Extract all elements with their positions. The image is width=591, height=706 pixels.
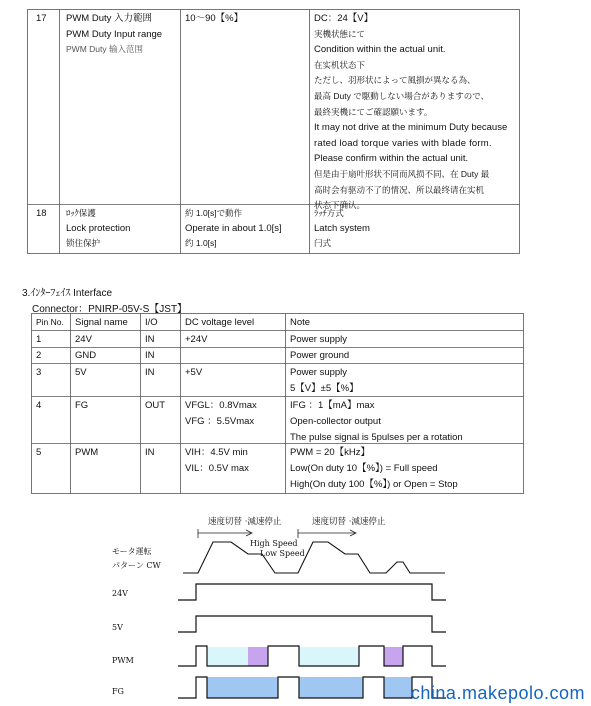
pin5-voltage-high: VIH：4.5V min bbox=[185, 447, 248, 458]
pin4-voltage-high: VFG ：5.5Vmax bbox=[185, 416, 255, 427]
pin5-voltage-low: VIL：0.5V max bbox=[185, 463, 249, 474]
remark-line: 状态下确认。 bbox=[314, 200, 366, 211]
label-24v: 24V bbox=[112, 589, 128, 598]
row17-item-ja: PWM Duty 入力範囲 bbox=[66, 13, 153, 24]
connector-label: Connector：PNIRP-05V-S【JST】 bbox=[32, 304, 188, 315]
label-5v: 5V bbox=[112, 623, 123, 632]
remark-line: It may not drive at the minimum Duty because bbox=[314, 122, 508, 134]
pin4-note: IFG ：1【mA】max bbox=[290, 400, 375, 411]
pin2-note: Power ground bbox=[290, 350, 350, 361]
pin5-note: High(On duty 100【%】) or Open = Stop bbox=[290, 479, 458, 490]
pin2-no: 2 bbox=[36, 350, 42, 361]
col-header-signal: Signal name bbox=[75, 317, 128, 328]
fg-fill-2 bbox=[299, 677, 363, 698]
row18-no: 18 bbox=[36, 208, 47, 219]
col-header-io: I/O bbox=[145, 317, 158, 328]
remark-line: DC：24【V】 bbox=[314, 13, 374, 24]
remark-line: 最高 Duty で駆動しない場合がありますので、 bbox=[314, 90, 490, 101]
col-header-note: Note bbox=[290, 317, 311, 328]
row17-no: 17 bbox=[36, 13, 47, 24]
pin4-voltage-low: VFGL：0.8Vmax bbox=[185, 400, 257, 411]
row18-spec-zh: 约 1.0[s] bbox=[185, 238, 217, 248]
remark-line: Condition within the actual unit. bbox=[314, 44, 446, 56]
pin3-note: Power supply bbox=[290, 367, 348, 378]
row17-spec: 10～90【%】 bbox=[185, 13, 244, 24]
label-fg: FG bbox=[112, 687, 124, 696]
remark-line: 高时会有驱动不了的情况、所以最终请在实机 bbox=[314, 184, 485, 195]
pin1-voltage: +24V bbox=[185, 334, 208, 345]
pwm-fill-cyan-1 bbox=[207, 647, 248, 666]
motor-pattern-label: モータ運転 bbox=[112, 547, 152, 556]
row17-item-zh: PWM Duty 输入范围 bbox=[66, 44, 143, 54]
pin3-signal: 5V bbox=[75, 367, 87, 378]
pwm-fill-violet-1 bbox=[248, 647, 268, 666]
high-speed-label: High Speed bbox=[250, 539, 298, 548]
phase-label-2: 速度切替 ·減速停止 bbox=[312, 517, 386, 527]
timing-diagram bbox=[0, 496, 591, 706]
row17-remark bbox=[314, 11, 507, 214]
pin4-signal: FG bbox=[75, 400, 89, 411]
pin3-no: 3 bbox=[36, 367, 42, 378]
fg-fill-3 bbox=[384, 677, 412, 698]
remark-line: 最終実機にてご確認願います。 bbox=[314, 106, 433, 117]
remark-line: 但是由于扇叶形状不同而风损不同、在 Duty 最 bbox=[314, 168, 490, 179]
label-pwm: PWM bbox=[112, 656, 134, 665]
phase-label-1: 速度切替 ·減速停止 bbox=[208, 517, 282, 527]
col-header-voltage: DC voltage level bbox=[185, 317, 255, 328]
fg-fill-1 bbox=[207, 677, 278, 698]
pin4-no: 4 bbox=[36, 400, 42, 411]
phase-brackets bbox=[198, 529, 356, 538]
pin2-io: IN bbox=[145, 350, 155, 361]
pin5-no: 5 bbox=[36, 447, 42, 458]
pin3-note-tolerance: 5【V】±5【%】 bbox=[290, 383, 359, 394]
remark-line: 在实机状态下 bbox=[314, 59, 366, 70]
row18-remark-zh: 闩式 bbox=[314, 238, 332, 248]
pin1-signal: 24V bbox=[75, 334, 92, 345]
row18-spec-en: Operate in about 1.0[s] bbox=[185, 223, 282, 234]
pin4-io: OUT bbox=[145, 400, 166, 411]
row18-remark-en: Latch system bbox=[314, 223, 370, 234]
low-speed-label: Low Speed bbox=[260, 549, 305, 558]
remark-line: Please confirm within the actual unit. bbox=[314, 153, 469, 165]
watermark: china.makepolo.com bbox=[410, 683, 585, 703]
pwm-fill-violet-2 bbox=[384, 647, 403, 666]
pin1-note: Power supply bbox=[290, 334, 348, 345]
remark-line: rated load torque varies with blade form. bbox=[314, 137, 492, 149]
motor-pattern-label-2: パターン CW bbox=[112, 561, 161, 570]
row18-item-zh: 锁住保护 bbox=[66, 238, 101, 248]
interface-title: 3.ｲﾝﾀｰﾌｪｲｽ Interface bbox=[22, 288, 113, 299]
pin5-note: Low(On duty 10【%】) = Full speed bbox=[290, 463, 438, 474]
pin5-io: IN bbox=[145, 447, 155, 458]
pin1-no: 1 bbox=[36, 334, 42, 345]
col-header-pin: Pin No. bbox=[36, 317, 64, 327]
pin5-signal: PWM bbox=[75, 447, 99, 458]
waveform-5v bbox=[178, 616, 446, 632]
remark-line: ただし、羽形状によって風損が異なる為、 bbox=[314, 75, 476, 86]
row18-item-ja: ﾛｯｸ保護 bbox=[66, 208, 96, 218]
pin1-io: IN bbox=[145, 334, 155, 345]
motor-speed-waveform bbox=[183, 542, 445, 573]
pin4-note: Open-collector output bbox=[290, 416, 381, 427]
pin4-note: The pulse signal is 5pulses per a rotation bbox=[290, 432, 463, 443]
pin3-io: IN bbox=[145, 367, 155, 378]
pwm-fill-cyan-2 bbox=[299, 647, 359, 666]
row17-item-en: PWM Duty Input range bbox=[66, 29, 163, 40]
pin2-signal: GND bbox=[75, 350, 97, 361]
waveform-24v bbox=[178, 584, 446, 600]
pin5-note: PWM = 20【kHz】 bbox=[290, 447, 370, 458]
row18-spec-ja: 約 1.0[s]で動作 bbox=[185, 208, 243, 218]
row18-item-en: Lock protection bbox=[66, 223, 131, 234]
row18-remark-ja: ﾗｯﾁ方式 bbox=[314, 208, 344, 218]
remark-line: 実機状態にて bbox=[314, 28, 366, 39]
pin3-voltage: +5V bbox=[185, 367, 203, 378]
